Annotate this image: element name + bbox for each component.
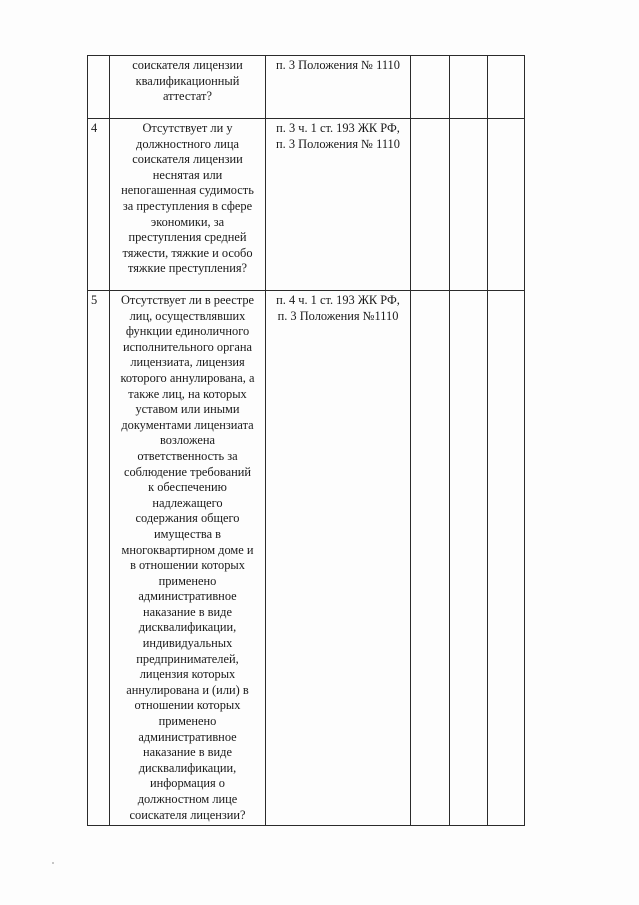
table-row (88, 56, 525, 119)
checklist-table (87, 55, 525, 826)
reference-text: п. 3 Положения №1110 (277, 308, 399, 323)
reference-text: п. 3 ч. 1 ст. 193 ЖК РФ, (276, 121, 400, 135)
question-text: лицензиата, лицензия (130, 355, 245, 370)
question-cell (110, 119, 266, 291)
reference-cell (266, 56, 411, 119)
row-number: 4 (88, 119, 110, 291)
question-text: должностном лице (137, 792, 238, 806)
question-text: наказание в виде (143, 604, 232, 619)
answer-yes-cell[interactable] (411, 119, 450, 291)
reference-text: п. 4 ч. 1 ст. 193 ЖК РФ, (276, 293, 400, 307)
question-text: функции единоличного (125, 324, 250, 339)
question-text: применено (158, 714, 217, 729)
question-text: содержания общего (135, 511, 240, 526)
scan-artifact (52, 862, 54, 864)
question-text: которого аннулирована, а (120, 370, 255, 385)
reference-text: п. 3 Положения № 1110 (276, 58, 400, 72)
question-text: лиц, осуществлявших (129, 308, 246, 323)
question-text: соискателя лицензии? (129, 807, 246, 822)
question-text: отношении которых (134, 698, 241, 713)
question-text: тяжкие преступления? (127, 261, 248, 276)
question-text: соискателя лицензии (132, 58, 243, 72)
question-text: предпринимателей, (136, 651, 239, 666)
question-text: также лиц, на которых (128, 386, 247, 401)
question-text: лицензия которых (139, 667, 236, 682)
question-cell (110, 56, 266, 119)
question-text: тяжести, тяжкие и особо (122, 245, 253, 260)
reference-cell (266, 119, 411, 291)
question-text: документами лицензиата (121, 417, 254, 432)
question-text: имущества в (153, 526, 222, 541)
question-text: аттестат? (163, 89, 212, 104)
answer-na-cell[interactable] (488, 119, 525, 291)
question-text: исполнительного органа (123, 339, 252, 354)
question-text: административное (138, 589, 237, 604)
question-text: возложена (160, 433, 215, 448)
question-cell (110, 291, 266, 826)
answer-na-cell[interactable] (488, 56, 525, 119)
question-text: к обеспечению (148, 480, 227, 495)
table-row (88, 291, 525, 826)
question-text: административное (138, 729, 237, 744)
question-text: дисквалификации, (138, 760, 237, 775)
question-text: ответственность за (137, 448, 238, 463)
question-text: Отсутствует ли в реестре (120, 293, 255, 307)
question-text: индивидуальных (142, 636, 233, 651)
question-text: аннулирована и (или) в (126, 682, 249, 697)
answer-yes-cell[interactable] (411, 56, 450, 119)
question-text: применено (158, 573, 217, 588)
question-text: квалификационный (135, 73, 240, 88)
question-text: за преступления в сфере (122, 198, 253, 213)
answer-no-cell[interactable] (450, 56, 488, 119)
question-text: экономики, за (150, 214, 225, 229)
question-text: соблюдение требований (123, 464, 251, 479)
question-text: непогашенная судимость (121, 183, 254, 198)
row-number: 5 (88, 291, 110, 826)
answer-no-cell[interactable] (450, 119, 488, 291)
question-text: уставом или иными (135, 402, 240, 417)
question-text: Отсутствует ли у (142, 121, 233, 135)
reference-text: п. 3 Положения № 1110 (276, 136, 400, 151)
question-text: многоквартирном доме и (121, 542, 254, 557)
question-text: информация о (149, 776, 225, 791)
question-text: наказание в виде (143, 745, 232, 760)
question-text: дисквалификации, (138, 620, 237, 635)
answer-yes-cell[interactable] (411, 291, 450, 826)
reference-cell (266, 291, 411, 826)
row-number (88, 56, 110, 119)
table-row (88, 119, 525, 291)
question-text: надлежащего (152, 495, 223, 510)
question-text: преступления средней (128, 230, 247, 245)
question-text: неснятая или (152, 167, 223, 182)
answer-na-cell[interactable] (488, 291, 525, 826)
answer-no-cell[interactable] (450, 291, 488, 826)
question-text: в отношении которых (130, 558, 245, 573)
question-text: должностного лица (136, 136, 239, 151)
question-text: соискателя лицензии (132, 152, 243, 167)
